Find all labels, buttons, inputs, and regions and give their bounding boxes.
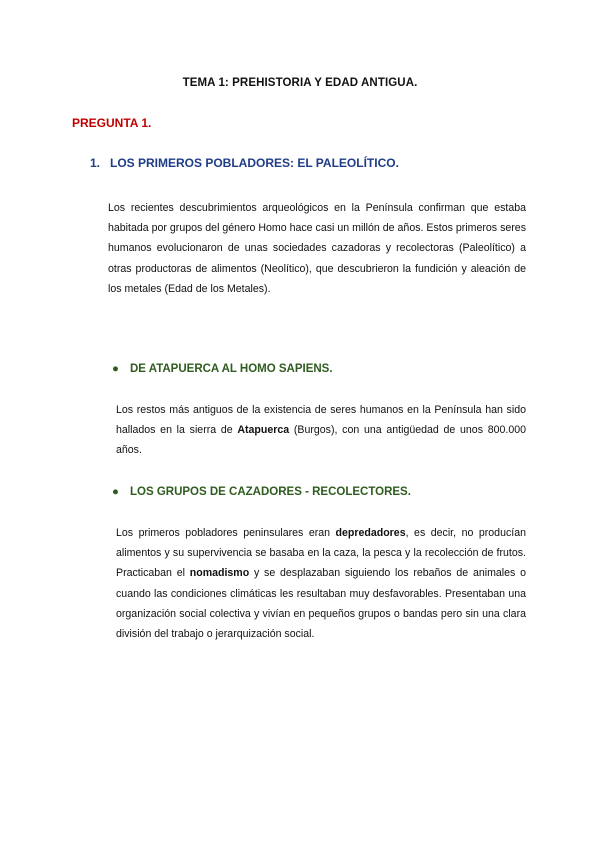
bold-term-nomadismo: nomadismo xyxy=(189,567,250,580)
paragraph-text: Los restos más antiguos de la existencia de seres humanos en la Península han sido hallados en la sierra de xyxy=(116,404,526,437)
bullet-icon: ● xyxy=(112,363,119,375)
paragraph-text: y se desplazaban siguiendo los rebaños de animales o cuando las condiciones climáticas les resultaban muy desfavorables. Presentaban una organización social colectiva y vivían en pequeños grupos o bandas pero sin una clara división del trabajo o jerarquización social. xyxy=(116,567,527,641)
paragraph-text: (Burgos), con una antigüedad de unos 800.000 años. xyxy=(116,424,526,457)
paragraph-text: Los primeros pobladores peninsulares eran xyxy=(116,527,336,539)
bold-term-depredadores: depredadores xyxy=(335,527,406,539)
subsection-heading-atapuerca xyxy=(112,361,333,377)
intro-paragraph: Los recientes descubrimientos arqueológicos en la Península confirman que estaba habitada por grupos del género Homo hace casi un millón de años. Estos primeros seres humanos evolucionaron de unas sociedades cazadoras y recolectoras (Paleolítico) a otras productoras de alimentos (Neolítico), que descubrieron la fundición y aleación de los metales (Edad de los Metales). xyxy=(108,202,526,295)
paragraph-text: , es decir, no producían alimentos y su supervivencia se basaba en la caza, la pesca y la recolección de frutos. Practicaban el xyxy=(116,527,526,580)
section-heading xyxy=(90,155,399,171)
atapuerca-paragraph xyxy=(116,400,526,461)
section-number: 1. xyxy=(90,156,101,170)
bold-term-atapuerca: Atapuerca xyxy=(237,424,290,437)
cazadores-paragraph xyxy=(116,523,526,644)
document-title: TEMA 1: PREHISTORIA Y EDAD ANTIGUA. xyxy=(182,77,418,89)
subsection-heading-text: LOS GRUPOS DE CAZADORES - RECOLECTORES. xyxy=(130,486,411,498)
subsection-heading-text: DE ATAPUERCA AL HOMO SAPIENS. xyxy=(130,363,333,375)
bullet-icon: ● xyxy=(112,486,119,498)
section-heading-text: LOS PRIMEROS POBLADORES: EL PALEOLÍTICO. xyxy=(110,156,399,170)
question-label: PREGUNTA 1. xyxy=(72,116,152,130)
subsection-heading-cazadores xyxy=(112,484,411,500)
